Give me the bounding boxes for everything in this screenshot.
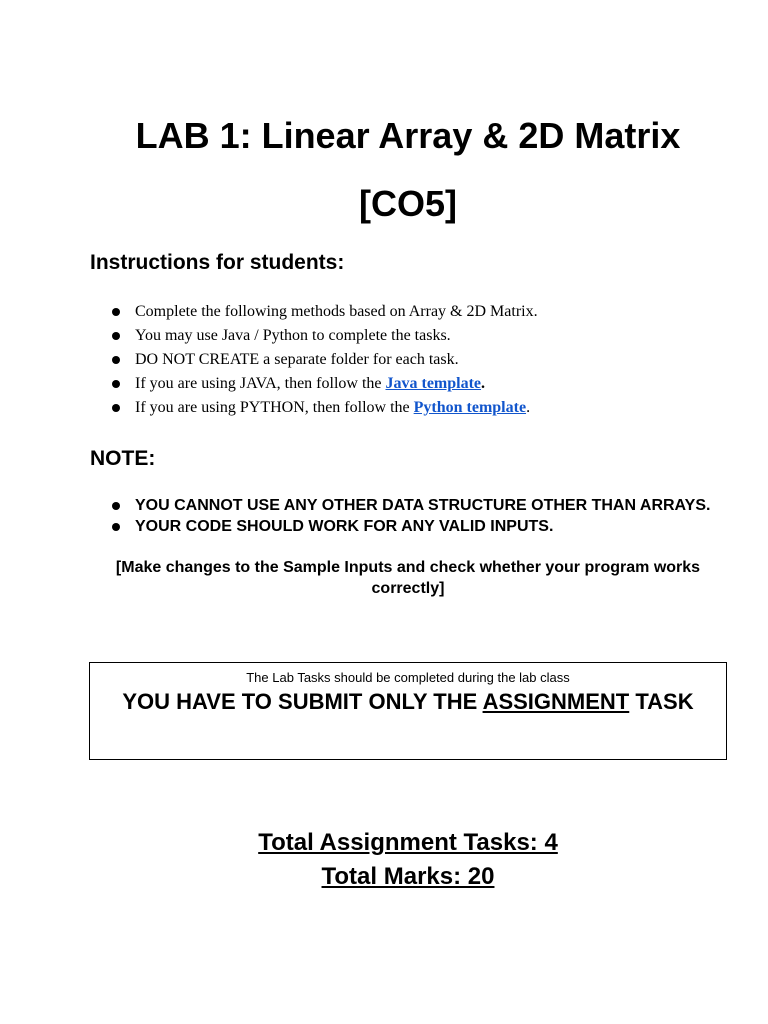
list-item xyxy=(112,372,538,396)
lab-title: LAB 1: Linear Array & 2D Matrix xyxy=(135,115,681,156)
total-marks-text: Total Marks: 20 xyxy=(321,863,495,890)
submission-instruction xyxy=(90,686,726,718)
java-template-link[interactable]: Java template xyxy=(385,375,482,392)
list-item xyxy=(112,396,538,420)
instruction-text: If you are using JAVA, then follow the xyxy=(135,375,386,392)
instruction-text: You may use Java / Python to complete the tasks. xyxy=(135,327,451,344)
list-item xyxy=(112,348,538,372)
note-heading: NOTE: xyxy=(90,447,156,470)
total-marks xyxy=(90,860,726,894)
instruction-text: If you are using PYTHON, then follow the xyxy=(135,399,414,416)
python-template-link[interactable]: Python template xyxy=(413,399,527,416)
list-item xyxy=(112,495,712,516)
total-assignment-tasks xyxy=(90,826,726,860)
note-text: YOUR CODE SHOULD WORK FOR ANY VALID INPUTS. xyxy=(135,518,554,535)
bullet-icon xyxy=(112,356,120,364)
bullet-icon xyxy=(112,404,120,412)
instruction-punctuation: . xyxy=(481,375,486,392)
bullet-icon xyxy=(112,308,120,316)
list-item xyxy=(112,300,538,324)
submission-notice-box xyxy=(89,662,727,760)
note-text: YOU CANNOT USE ANY OTHER DATA STRUCTURE OTHER THAN ARRAYS. xyxy=(135,497,711,514)
submission-text: YOU HAVE TO SUBMIT ONLY THE xyxy=(122,689,483,714)
list-item xyxy=(112,516,712,537)
total-tasks-text: Total Assignment Tasks: 4 xyxy=(258,829,558,856)
instruction-punctuation: . xyxy=(526,399,531,416)
instruction-text: DO NOT CREATE a separate folder for each task. xyxy=(135,351,459,368)
course-outcome-code: [CO5] xyxy=(359,183,457,224)
bullet-icon xyxy=(112,332,120,340)
sample-inputs-note: [Make changes to the Sample Inputs and check whether your program works correctly] xyxy=(115,559,701,597)
list-item xyxy=(112,324,538,348)
note-list xyxy=(112,495,712,537)
instruction-text: Complete the following methods based on Array & 2D Matrix. xyxy=(135,303,538,320)
assignment-emphasis: ASSIGNMENT xyxy=(482,689,630,714)
bullet-icon xyxy=(112,502,120,510)
submission-text: TASK xyxy=(629,689,694,714)
instructions-list xyxy=(112,300,538,420)
instructions-heading: Instructions for students: xyxy=(90,251,345,274)
lab-tasks-notice: The Lab Tasks should be completed during the lab class xyxy=(246,670,570,685)
bullet-icon xyxy=(112,380,120,388)
bullet-icon xyxy=(112,523,120,531)
